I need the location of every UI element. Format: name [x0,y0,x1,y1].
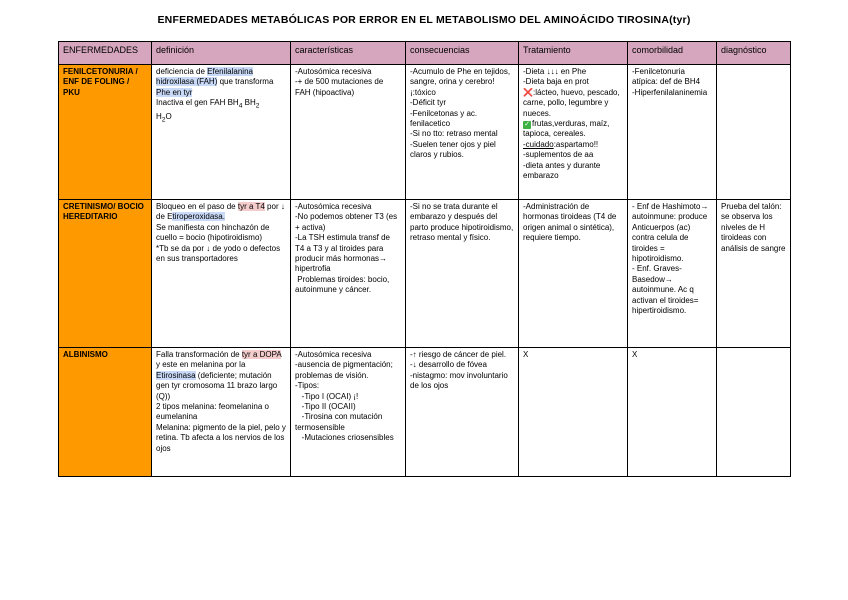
diseases-table [58,41,791,477]
subscript: 4 [238,102,243,110]
def-text: Inactiva el gen FAH BH [156,98,239,108]
tratamiento-cell [519,348,628,477]
disease-name [59,200,152,348]
tratamiento-cell [519,200,628,348]
def-text: Bloqueo en el paso de [156,202,238,211]
tratamiento-cell [519,65,628,200]
caracteristicas-cell [291,348,406,477]
consecuencias-text: -↑ riesgo de cáncer de piel. -↓ desarrollo de fóvea -nistagmo: mov involuntario de los ojos [410,350,508,391]
def-text: BH [242,98,256,108]
consecuencias-text: -Si no se trata durante el embarazo y después del parto produce hipotiroidismo, retraso mental y físico. [410,202,516,243]
diagnostico-cell [717,348,791,477]
def-text: por ↓ de E [156,202,288,222]
header-diagnostico: diagnóstico [717,42,791,65]
def-text: Se manifiesta con hinchazón de cuello = bocio (hipotiroidismo) *Tb se da por ↓ de yodo o defectos en sus transportadores [156,222,281,264]
treatment-text: -Dieta ↓↓↓ en Phe -Dieta baja en prot [523,67,589,87]
definicion-cell [152,65,291,200]
header-tratamiento: Tratamiento [519,42,628,65]
comorbilidad-cell [628,65,717,200]
def-highlight-enzyme: tiroperoxidasa. [172,212,225,222]
diagnostico-cell [717,200,791,348]
comorbilidad-cell [628,200,717,348]
disease-label: ALBINISMO [63,350,108,359]
header-definicion: definición [152,42,291,65]
caracteristicas-cell [291,65,406,200]
def-highlight-reaction: tyr a T4 [237,202,265,211]
caracteristicas-text: -Autosómica recesiva -No podemos obtener T3 (es + activa) -La TSH estimula transf de T4 a T3 y al tiroides para producir más hormonas→ hipertrofia Problemas tiroides: bocio, autoinmune y cáncer. [295,202,398,295]
comorbilidad-text: - Enf de Hashimoto→ autoinmune: produce Anticuerpos (ac) contra celula de tiroides = hipotiroidismo. - Enf. Graves-Basedow→ autoinmune. Ac q activan el tiroides= hipertiroidismo. [632,202,709,316]
header-caracteristicas: características [291,42,406,65]
tratamiento-text: X [523,350,529,359]
consecuencias-cell [406,65,519,200]
def-block [156,350,286,454]
subscript: 2 [255,102,260,110]
def-text: H [156,112,162,122]
table-row [59,200,791,348]
def-block [156,202,286,264]
header-comorbilidad: comorbilidad [628,42,717,65]
treatment-text: :lácteo, huevo, pescado, carne, pollo, legumbre y nueces. [523,87,622,118]
def-text: (deficiente; mutación gen tyr cromosoma 11 brazo largo (Q)) 2 tipos melanina: feomelanina o eumelanina Melanina: pigmento de la piel, pelo y retina. Tb afecta a los nervios de los ojos [156,370,286,453]
caracteristicas-cell [291,200,406,348]
disease-label: CRETINISMO/ BOCIO HEREDITARIO [63,202,144,222]
def-highlight-enzyme: Etirosinasa [156,370,196,380]
header-enfermedades: ENFERMEDADES [59,42,152,65]
subscript: 2 [161,116,166,124]
comorbilidad-text: -Fenilcetonuria atípica: def de BH4 -Hiperfenilalaninemia [632,67,708,97]
disease-name [59,65,152,200]
definicion-cell [152,200,291,348]
definicion-cell [152,348,291,477]
consecuencias-cell [406,200,519,348]
def-text: Falla transformación de [156,350,242,359]
def-highlight-reaction: Phe en tyr [156,87,193,97]
diagnostico-text: Prueba del talón: se observa los niveles de H tiroideas con análisis de sangre [721,202,786,253]
comorbilidad-cell [628,348,717,477]
table-row [59,348,791,477]
def-text: deficiencia de [156,67,208,76]
def-highlight-reaction: tyr a DOPA [241,350,282,359]
def-text: y este en melanina por la [156,350,284,370]
comorbilidad-text: X [632,350,638,359]
tratamiento-text [523,67,623,181]
consecuencias-text: -Acumulo de Phe en tejidos, sangre, orina y cerebro!¡:tóxico -Déficit tyr -Fenilcetonas y ac. fenilacetico -Si no tto: retraso mental -Suelen tener ojos y piel claros y rubios. [410,67,511,160]
treatment-text: :aspartamo!! -suplementos de aa -dieta antes y durante embarazo [523,139,601,181]
caracteristicas-text: -Autosómica recesiva -ausencia de pigmentación; problemas de visión. -Tipos: -Tipo I (OCAI) ¡! -Tipo II (OCAII) -Tirosina con mutación termosensible -Mutaciones criosensibles [295,350,394,443]
tratamiento-text: -Administración de hormonas tiroideas (T4 de origen animal o sintética), requiere tiempo. [523,202,619,243]
check-mark-icon: ✓ [524,121,530,129]
def-text: que transforma [217,77,274,87]
def-text: O [165,112,172,122]
disease-label: FENILCETONURIA / ENF DE FOLING / PKU [63,67,138,97]
treatment-underlined: -cuidado [523,139,554,149]
treatment-text: frutas,verduras, maíz, tapioca, cereales. [523,119,612,139]
def-highlight-enzyme: Efenilalanina hidroxilasa (FAH) [156,67,253,87]
diagnostico-cell [717,65,791,200]
disease-name [59,348,152,477]
header-consecuencias: consecuencias [406,42,519,65]
table-row [59,65,791,200]
header-row [59,42,791,65]
cross-mark-icon: ❌ [523,87,533,97]
consecuencias-cell [406,348,519,477]
caracteristicas-text: -Autosómica recesiva -+ de 500 mutaciones de FAH (hipoactiva) [295,67,384,97]
document-title: ENFERMEDADES METABÓLICAS POR ERROR EN EL METABOLISMO DEL AMINOÁCIDO TIROSINA(tyr) [157,14,691,26]
